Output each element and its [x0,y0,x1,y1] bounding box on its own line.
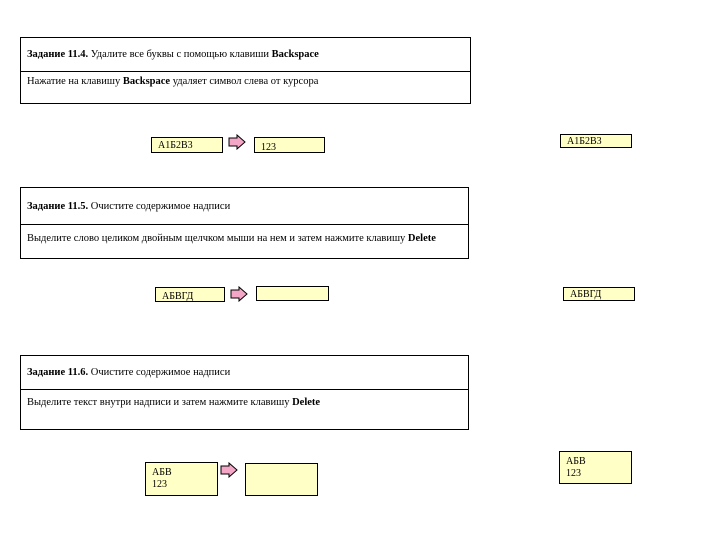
task-11-6-hint-key: Delete [292,397,321,408]
task-11-5-number: Задание 11.5. [27,200,89,212]
task-11-4-hint-box [20,71,471,104]
task-11-5-title-box [20,187,469,225]
task-11-4-title-key: Backspace [271,49,319,60]
task-11-4-number: Задание 11.4. [27,49,89,60]
task-11-6-input-field[interactable]: АБВ 123 [145,462,218,496]
task-11-5-hint-text: Выделите слово целиком двойным щелчком мыши на нем и затем нажмите клавишу [27,233,406,244]
task-11-6-number: Задание 11.6. [27,367,89,378]
task-11-5-input-field[interactable]: АБВГД [155,287,225,302]
task-11-4-sample-field: А1Б2В3 [560,134,632,148]
task-11-5-hint-box [20,224,469,259]
task-11-6-right-arrow-icon [220,462,238,478]
task-11-6-output-field[interactable] [245,463,318,496]
task-11-6-title-box [20,355,469,390]
task-11-5-hint-key: Delete [407,233,436,244]
task-11-6-hint-text: Выделите текст внутри надписи и затем нажмите клавишу [27,397,290,408]
task-11-5-sample-field: АБВГД [563,287,635,301]
task-11-5-right-arrow-icon [230,286,248,302]
task-11-4-right-arrow-icon [228,134,246,150]
task-11-4-input-field[interactable]: А1Б2В3 [151,137,223,153]
task-11-4-hint-key: Backspace [122,76,171,87]
task-11-4-hint-suffix: удаляет символ слева от курсора [172,76,319,87]
task-11-5-title-text: Очистите содержимое надписи [90,200,231,212]
task-11-4-title-box [20,37,471,72]
task-11-4-title-text: Удалите все буквы с помощью клавиши [90,49,269,60]
task-11-4-hint-prefix: Нажатие на клавишу [27,76,121,87]
task-11-4-output-field[interactable]: 123 [254,137,325,153]
task-11-6-sample-field: АБВ 123 [559,451,632,484]
task-11-6-hint-box [20,389,469,430]
task-11-6-title-text: Очистите содержимое надписи [90,367,231,378]
task-11-5-output-field[interactable] [256,286,329,301]
